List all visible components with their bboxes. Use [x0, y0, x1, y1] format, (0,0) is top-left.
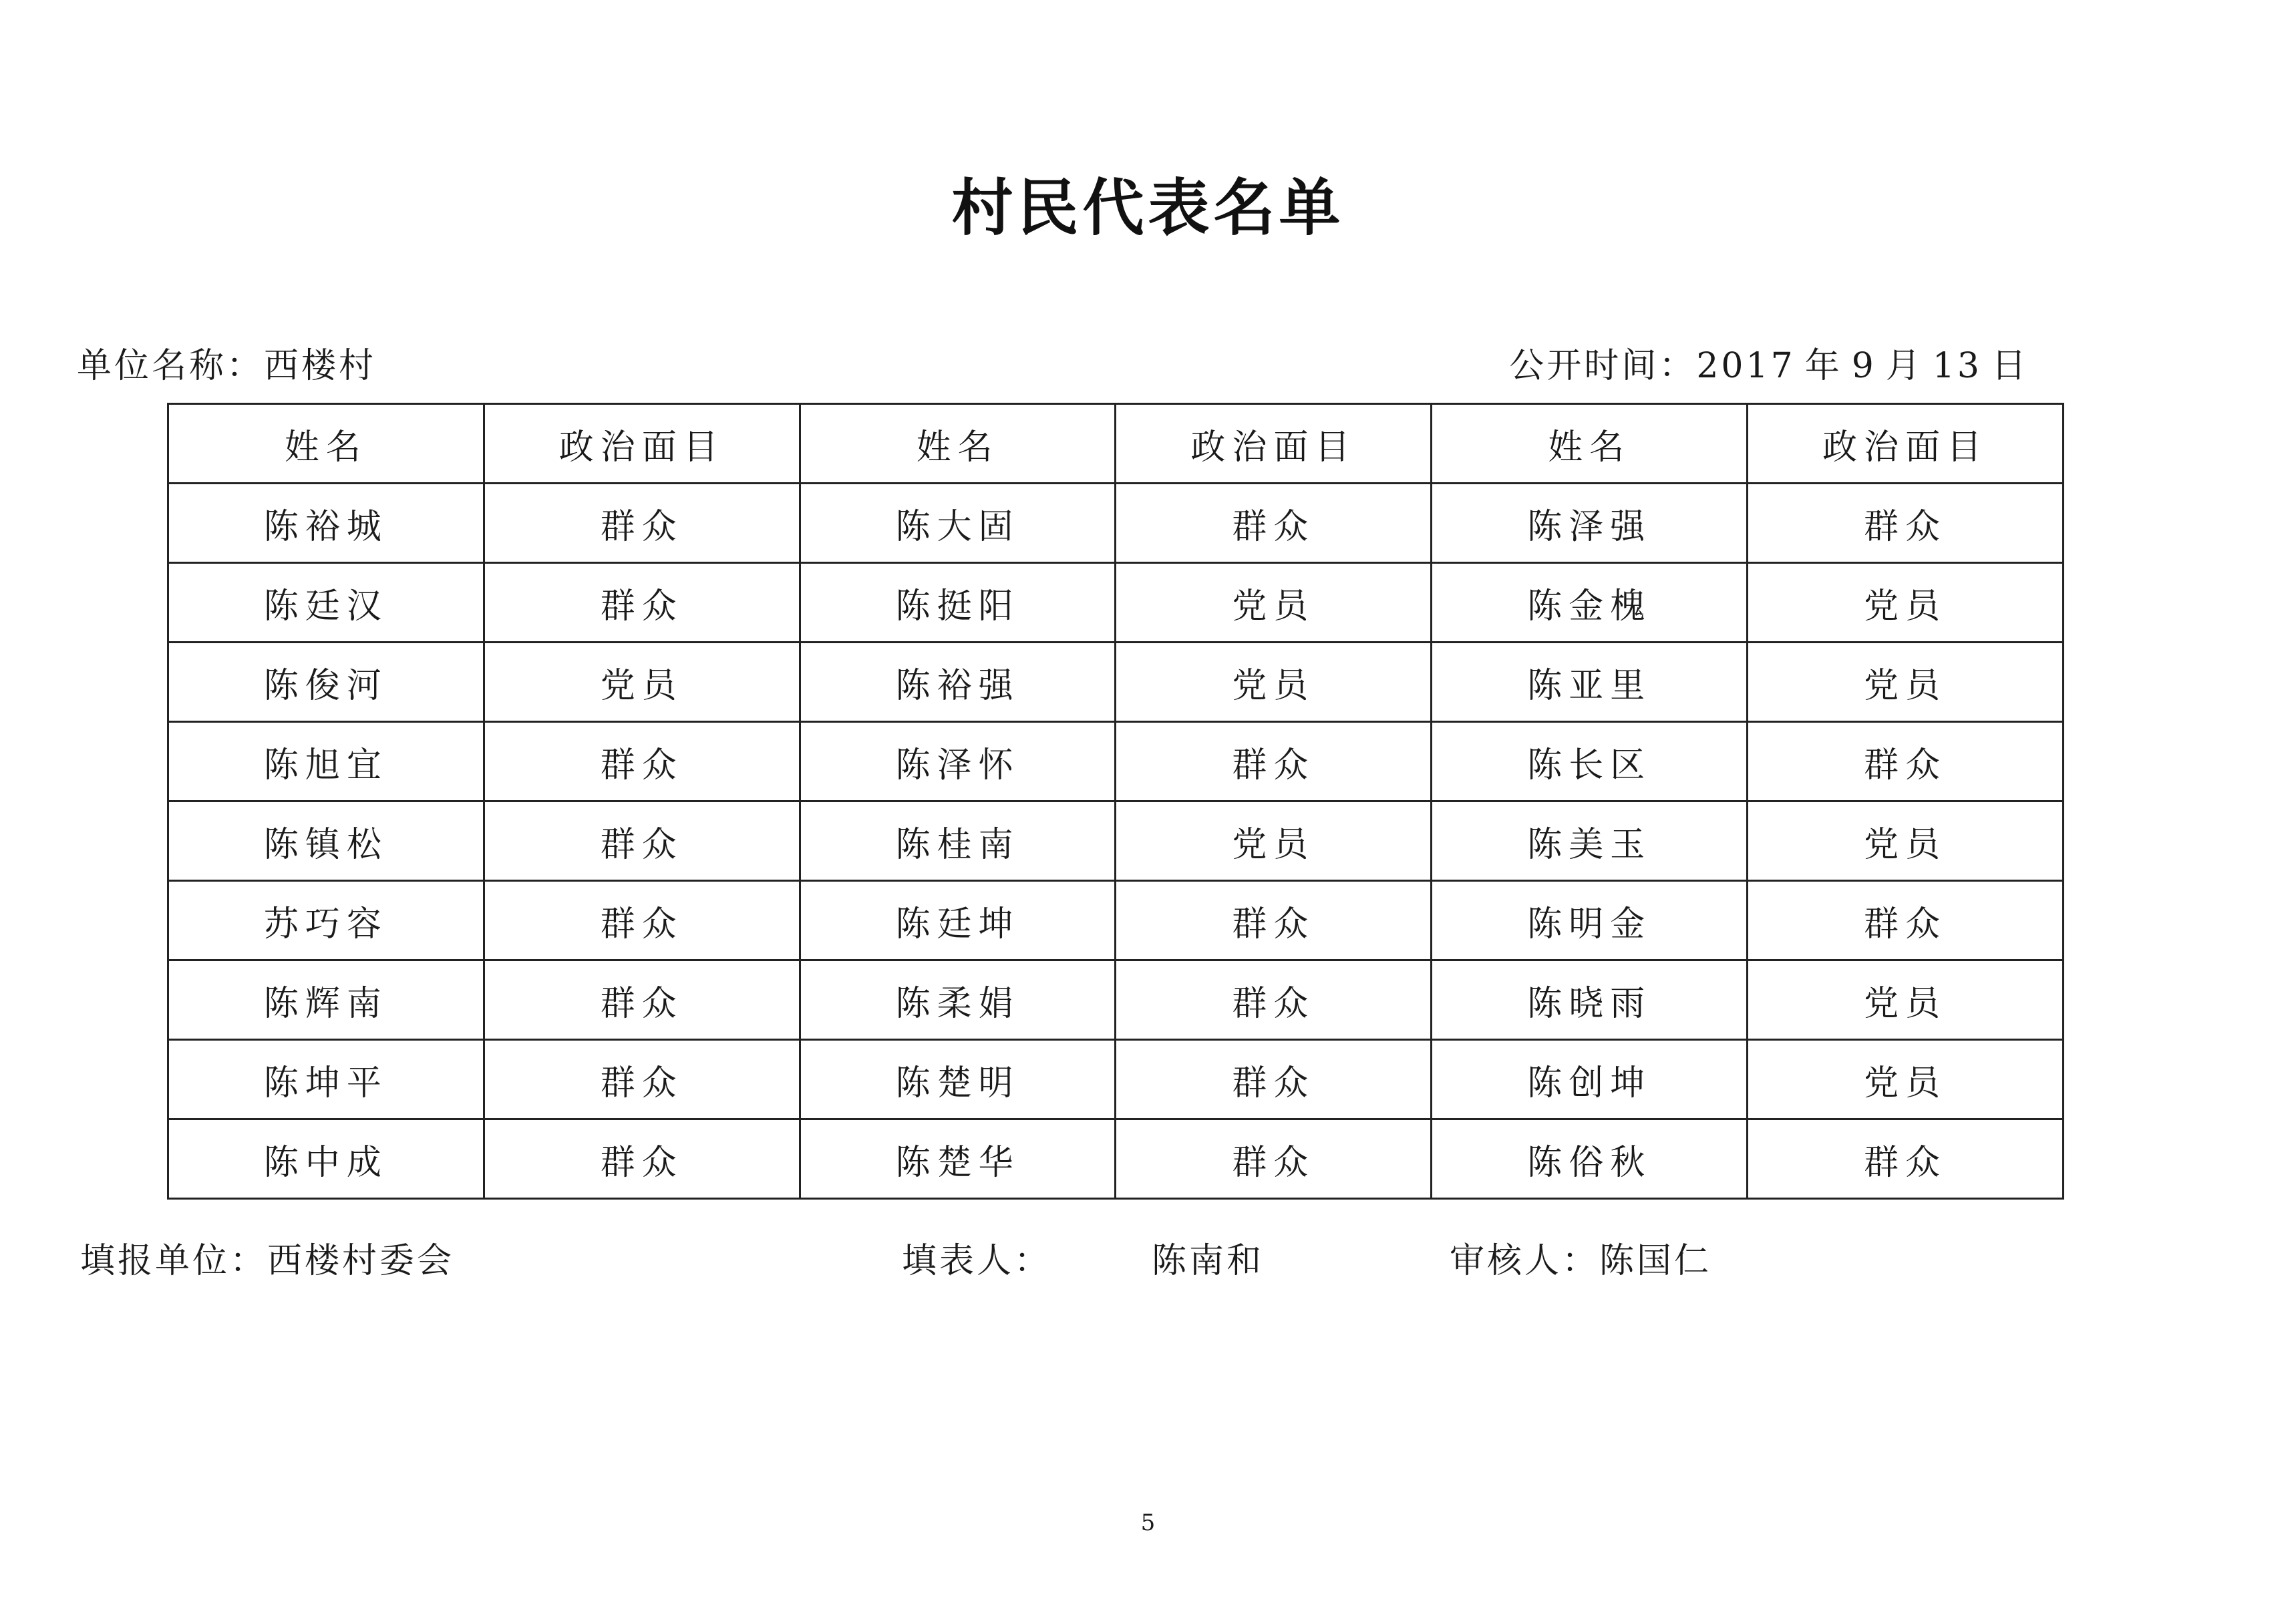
- cell-political-status: 群众: [484, 801, 800, 881]
- form-filler-label: 填表人：: [902, 1241, 1052, 1281]
- cell-name: 陈泽强: [1432, 484, 1748, 563]
- reviewer: [1450, 1232, 1711, 1282]
- cell-name: 陈辉南: [168, 960, 484, 1040]
- cell-name: 陈金槐: [1432, 563, 1748, 643]
- table-row: [168, 563, 2064, 643]
- cell-name: 陈俗秋: [1432, 1119, 1748, 1199]
- publish-day: 13: [1932, 346, 1982, 386]
- cell-name: 陈泽怀: [800, 722, 1116, 801]
- cell-name: 陈亚里: [1432, 643, 1748, 722]
- cell-political-status: 党员: [1748, 563, 2064, 643]
- cell-name: 陈廷坤: [800, 881, 1116, 960]
- header-political-status: 政治面目: [1748, 404, 2064, 484]
- header-name: 姓名: [1432, 404, 1748, 484]
- cell-political-status: 群众: [484, 1119, 800, 1199]
- reporting-unit-label: 填报单位：: [80, 1241, 268, 1281]
- cell-political-status: 群众: [1116, 484, 1432, 563]
- table-row: [168, 960, 2064, 1040]
- cell-name: 陈廷汉: [168, 563, 484, 643]
- table-row: [168, 722, 2064, 801]
- publish-month-unit: 月: [1885, 346, 1923, 386]
- table-row: [168, 1040, 2064, 1119]
- cell-political-status: 党员: [1116, 643, 1432, 722]
- form-filler: [902, 1232, 1264, 1282]
- reviewer-value: 陈国仁: [1599, 1241, 1712, 1281]
- cell-name: 陈大固: [800, 484, 1116, 563]
- cell-political-status: 群众: [484, 1040, 800, 1119]
- cell-political-status: 群众: [484, 881, 800, 960]
- header-political-status: 政治面目: [1116, 404, 1432, 484]
- cell-name: 陈俊河: [168, 643, 484, 722]
- publish-year-unit: 年: [1804, 346, 1842, 386]
- cell-name: 陈楚明: [800, 1040, 1116, 1119]
- publish-day-unit: 日: [1991, 346, 2029, 386]
- cell-political-status: 群众: [1748, 881, 2064, 960]
- cell-name: 陈裕城: [168, 484, 484, 563]
- cell-political-status: 党员: [1748, 801, 2064, 881]
- cell-name: 陈柔娟: [800, 960, 1116, 1040]
- publish-date-label: 公开时间：: [1509, 346, 1697, 386]
- cell-political-status: 群众: [484, 484, 800, 563]
- table-row: [168, 1119, 2064, 1199]
- cell-name: 苏巧容: [168, 881, 484, 960]
- cell-political-status: 群众: [1748, 722, 2064, 801]
- cell-political-status: 群众: [1748, 1119, 2064, 1199]
- cell-name: 陈镇松: [168, 801, 484, 881]
- cell-political-status: 群众: [484, 722, 800, 801]
- cell-name: 陈桂南: [800, 801, 1116, 881]
- cell-political-status: 群众: [484, 960, 800, 1040]
- unit-name-value: 西楼村: [264, 346, 377, 386]
- cell-name: 陈中成: [168, 1119, 484, 1199]
- table-header-row: [168, 404, 2064, 484]
- reporting-unit-value: 西楼村委会: [267, 1241, 455, 1281]
- cell-political-status: 群众: [1116, 722, 1432, 801]
- cell-political-status: 党员: [1748, 643, 2064, 722]
- cell-political-status: 群众: [484, 563, 800, 643]
- cell-political-status: 群众: [1748, 484, 2064, 563]
- cell-name: 陈明金: [1432, 881, 1748, 960]
- publish-month: 9: [1851, 346, 1876, 386]
- table-row: [168, 484, 2064, 563]
- table-row: [168, 643, 2064, 722]
- unit-name-label: 单位名称：: [77, 346, 265, 386]
- cell-name: 陈创坤: [1432, 1040, 1748, 1119]
- header-political-status: 政治面目: [484, 404, 800, 484]
- form-filler-value: 陈南和: [1152, 1241, 1265, 1281]
- cell-political-status: 群众: [1116, 1119, 1432, 1199]
- cell-political-status: 党员: [1116, 563, 1432, 643]
- cell-political-status: 党员: [1748, 960, 2064, 1040]
- cell-name: 陈楚华: [800, 1119, 1116, 1199]
- cell-name: 陈晓雨: [1432, 960, 1748, 1040]
- reviewer-label: 审核人：: [1450, 1241, 1600, 1281]
- reporting-unit: [80, 1232, 454, 1282]
- cell-name: 陈长区: [1432, 722, 1748, 801]
- cell-name: 陈坤平: [168, 1040, 484, 1119]
- publish-date: [1509, 337, 2029, 387]
- cell-name: 陈美玉: [1432, 801, 1748, 881]
- header-name: 姓名: [800, 404, 1116, 484]
- unit-name: [77, 337, 376, 387]
- table-row: [168, 881, 2064, 960]
- cell-political-status: 党员: [1748, 1040, 2064, 1119]
- cell-political-status: 群众: [1116, 960, 1432, 1040]
- cell-political-status: 群众: [1116, 1040, 1432, 1119]
- representatives-table: [167, 403, 2064, 1200]
- publish-year: 2017: [1696, 346, 1796, 386]
- cell-name: 陈挺阳: [800, 563, 1116, 643]
- page-number: 5: [1140, 1509, 1156, 1536]
- cell-political-status: 党员: [484, 643, 800, 722]
- cell-name: 陈裕强: [800, 643, 1116, 722]
- cell-political-status: 群众: [1116, 881, 1432, 960]
- header-name: 姓名: [168, 404, 484, 484]
- page-title: 村民代表名单: [951, 172, 1345, 244]
- table-row: [168, 801, 2064, 881]
- cell-political-status: 党员: [1116, 801, 1432, 881]
- cell-name: 陈旭宜: [168, 722, 484, 801]
